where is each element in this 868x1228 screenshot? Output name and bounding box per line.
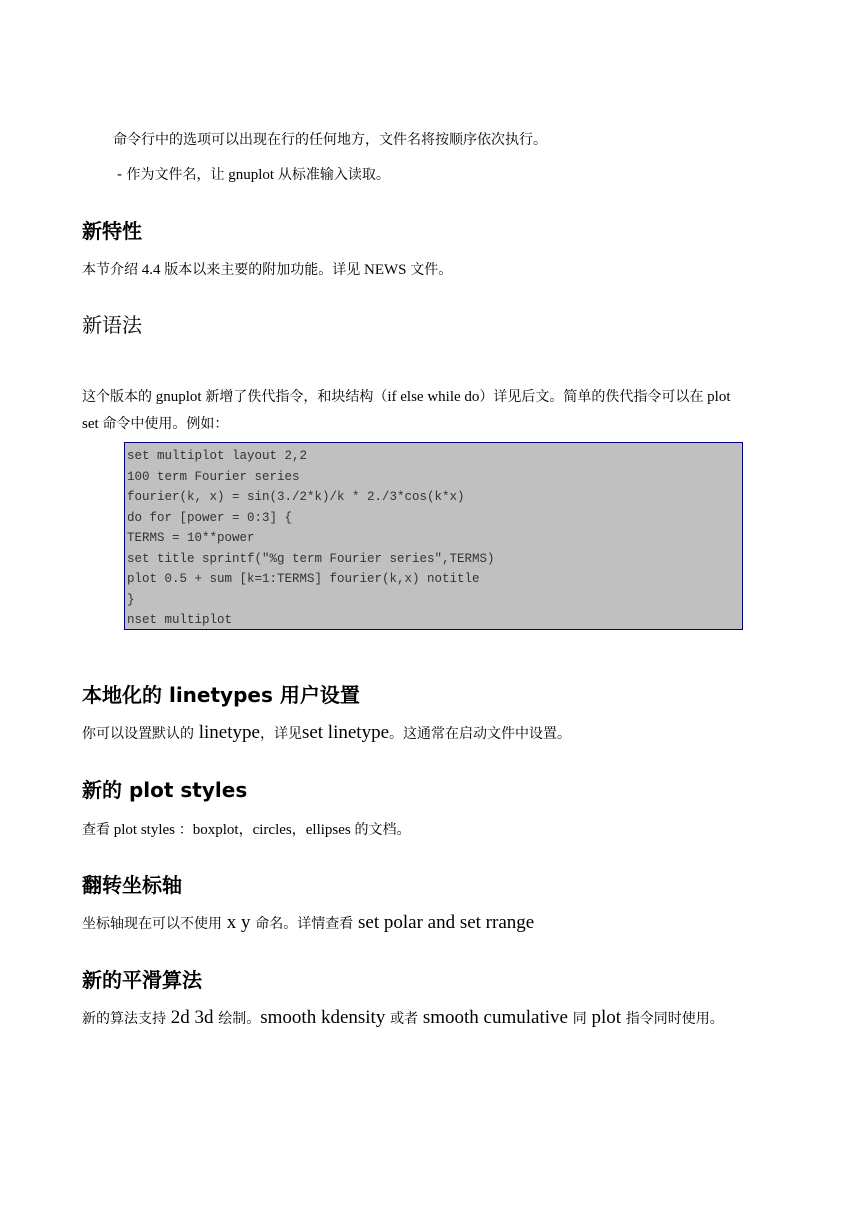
plot-styles-text-h: ellipses [305,822,355,838]
code-block [124,442,743,630]
code-line: set multiplot layout 2,2 [127,449,308,463]
new-syntax-text-d: if else while do [387,389,480,405]
linetypes-text-e: 。这通常在启动文件中设置。 [389,726,572,742]
plot-styles-text-c: ： [178,822,193,838]
axes-text-b: x y [222,912,256,933]
new-syntax-text-b: gnuplot [152,389,206,405]
linetypes-text-b: linetype [194,722,260,743]
new-features-paragraph [82,260,452,280]
smoothing-text-i: 指令同时使用。 [625,1011,724,1027]
linetypes-text-c: ，详见 [259,726,302,742]
code-line: do for [power = 0:3] { [127,510,293,525]
plot-styles-text-g: ， [291,822,306,838]
new-features-text-a: 本节介绍 [82,262,138,278]
plot-styles-text-e: ， [238,822,253,838]
plot-styles-paragraph [82,820,411,840]
smoothing-text-b: 2d 3d [166,1007,219,1028]
new-syntax-text-f: plot [703,389,731,405]
smoothing-text-g: 同 [572,1011,587,1027]
code-line: } [127,592,135,607]
smoothing-text-c: 绘制。 [218,1011,261,1027]
plot-styles-text-d: boxplot [192,822,239,838]
heading-linetypes: 本地化的 linetypes 用户设置 [82,683,360,707]
heading-axes: 翻转坐标轴 [82,873,182,897]
code-line: plot 0.5 + sum [k=1:TERMS] fourier(k,x) notitle [127,572,480,586]
linetypes-paragraph [82,723,571,744]
heading-new-features: 新特性 [82,219,142,243]
smoothing-paragraph [82,1008,724,1029]
smoothing-text-a: 新的算法支持 [82,1011,166,1027]
smoothing-text-f: smooth cumulative [418,1007,573,1028]
smoothing-text-h: plot [586,1007,626,1028]
new-syntax-paragraph-line-1 [82,387,731,407]
intro-text-1: 命令行中的选项可以出现在行的任何地方，文件名将按顺序依次执行。 [113,132,547,148]
intro-text-2b: gnuplot [224,167,278,183]
plot-styles-text-a: 查看 [82,822,110,838]
new-syntax-text-h: 命令中使用。例如： [102,416,229,432]
new-features-text-b: 4.4 [138,262,165,278]
plot-styles-text-i: 的文档。 [354,822,411,838]
heading-new-syntax: 新语法 [82,313,142,337]
axes-paragraph [82,913,534,934]
new-syntax-text-c: 新增了佚代指令，和块结构（ [205,389,388,405]
new-features-text-c: 版本以来主要的附加功能。详见 [164,262,361,278]
linetypes-text-a: 你可以设置默认的 [82,726,194,742]
intro-text-2a: - 作为文件名，让 [117,167,225,183]
new-syntax-paragraph-line-2 [82,414,228,434]
plot-styles-text-b: plot styles [110,822,179,838]
code-line: TERMS = 10**power [127,531,255,545]
intro-text-2c: 从标准输入读取。 [277,167,390,183]
linetypes-text-d: set linetype [301,722,390,743]
new-syntax-text-a: 这个版本的 [82,389,152,405]
new-syntax-text-e: ）详见后文。简单的佚代指令可以在 [479,389,704,405]
axes-text-c: 命名。详情查看 [255,916,354,932]
intro-line-1 [113,130,547,150]
new-features-text-d: NEWS [360,262,411,278]
heading-plot-styles: 新的 plot styles [82,778,248,802]
axes-text-a: 坐标轴现在可以不使用 [82,916,222,932]
new-features-text-e: 文件。 [410,262,453,278]
code-line: 100 term Fourier series [127,469,300,484]
code-line: set title sprintf("%g term Fourier series",TERMS) [127,551,495,566]
new-syntax-text-g: set [82,416,103,432]
plot-styles-text-f: circles [252,822,292,838]
smoothing-text-d: smooth kdensity [260,1007,391,1028]
code-line: fourier(k, x) = sin(3./2*k)/k * 2./3*cos(k*x) [127,490,465,504]
intro-line-2 [117,165,390,185]
code-line: nset multiplot [127,613,233,627]
axes-text-d: set polar and set rrange [353,912,535,933]
heading-smoothing: 新的平滑算法 [82,968,202,992]
smoothing-text-e: 或者 [390,1011,419,1027]
